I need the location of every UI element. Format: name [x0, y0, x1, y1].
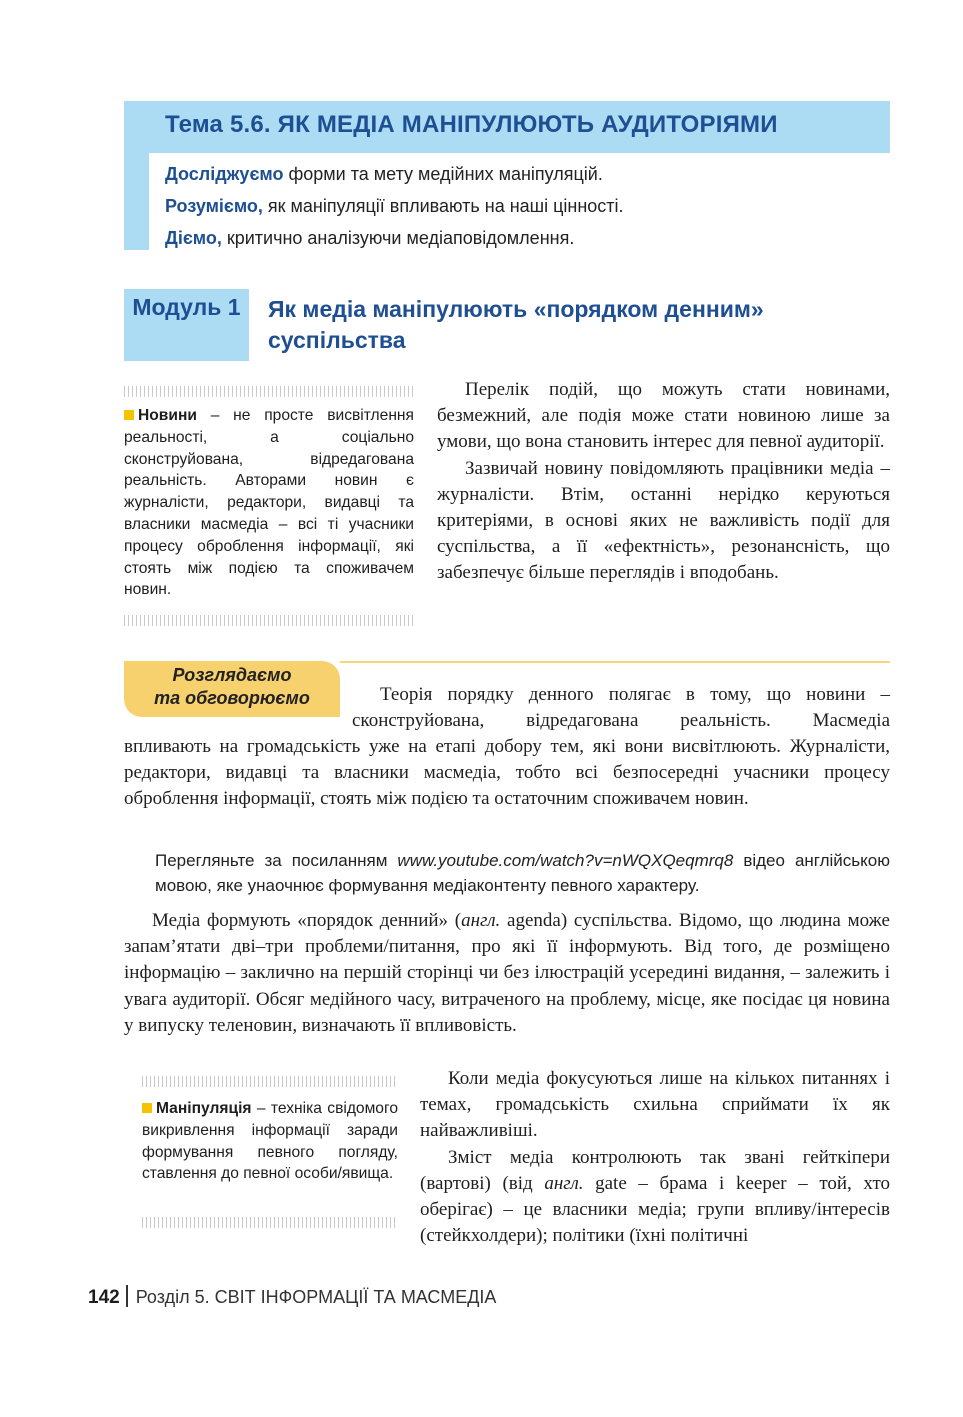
hatch-divider	[124, 386, 414, 397]
paragraph: Коли медіа фокусуються лише на кількох питаннях і темах, громадськість схильна сприймати їх як найважливіші.	[420, 1068, 890, 1142]
bullet-square-icon	[124, 410, 134, 420]
sidebar-news: Новини – не просте висвітлення реальності, а соціально сконструйована, відредагована реальність. Авторами новин є журналісти, редактори, видавці та власники масмедіа – всі ті учасники процесу оброблення інформації, які стоять між подією та споживачем новин.	[124, 407, 414, 599]
topic-side-bar	[124, 153, 149, 250]
body-text-bottom	[420, 1066, 890, 1249]
goal-item: Діємо, критично аналізуючи медіаповідомлення.	[165, 228, 575, 248]
discuss-label: Розглядаємо та обговорюємо	[154, 665, 310, 708]
paragraph: Перелік подій, що можуть стати новинами, безмежний, але подія може стати новиною лише за умови, що вона становить інтерес для певної аудиторії.	[437, 379, 890, 453]
discuss-text: впливають на громадськість уже на етапі добору тем, які вони висвітлюють. Журналісти, редактори, видавці та власники масмедіа, тобто всі безпосередні учасники процесу оброблення інформації, стоять між подією та остаточним споживачем новин.	[124, 736, 890, 810]
hatch-divider	[142, 1217, 398, 1228]
hatch-divider	[142, 1076, 398, 1087]
sidebar-manipulation: Маніпуляція – техніка свідомого викривлення інформації заради формування певного погляду, ставлення до певної особи/явища.	[142, 1100, 398, 1183]
page-number: 142	[88, 1287, 120, 1308]
discuss-first-line: Теорія порядку денного полягає в тому, що новини –	[380, 684, 890, 705]
footer-divider	[126, 1285, 128, 1307]
hatch-divider	[124, 615, 414, 626]
goal-item: Досліджуємо форми та мету медійних маніпуляцій.	[165, 164, 603, 184]
discuss-second-line: сконструйована, відредагована реальність. Масмедіа	[352, 710, 890, 731]
video-link[interactable]: www.youtube.com/watch?v=nWQXQeqmrq8	[397, 851, 734, 870]
paragraph: Зазвичай новину повідомляють працівники медіа – журналісти. Втім, останні нерідко керуються критеріями, в основі яких не важливість події для суспільства, а її «ефектність», резонансність, що забезпечує більше переглядів і вподобань.	[437, 457, 890, 584]
page-footer	[88, 1285, 496, 1309]
agenda-paragraph: Медіа формують «порядок денний» (англ. agenda) суспільства. Відомо, що людина може запам’ятати дві–три проблеми/питання, про які її інформують. Від того, де розміщено інформацію – заклично на першій сторінці чи без ілюстрацій усередині видання, – залежить і увага аудиторії. Обсяг медійного часу, витраченого на проблему, місце, яке посідає ця новина у випуску теленовин, визначають її впливовість.	[124, 910, 890, 1036]
video-link-note: Перегляньте за посиланням www.youtube.com/watch?v=nWQXQeqmrq8 відео англійською мовою, яке унаочнює формування медіаконтенту певного характеру.	[155, 851, 890, 895]
module-title: Як медіа маніпулюють «порядком денним» суспільства	[268, 296, 764, 353]
bullet-square-icon	[142, 1103, 152, 1113]
section-title: Розділ 5. СВІТ ІНФОРМАЦІЇ ТА МАСМЕДІА	[135, 1287, 497, 1307]
module-label: Модуль 1	[132, 294, 241, 320]
body-text-top	[437, 377, 890, 587]
topic-title: Тема 5.6. ЯК МЕДІА МАНІПУЛЮЮТЬ АУДИТОРІЯМИ	[165, 111, 778, 138]
discuss-divider	[340, 661, 890, 663]
goal-item: Розуміємо, як маніпуляції впливають на наші цінності.	[165, 196, 624, 216]
paragraph: Зміст медіа контролюють так звані гейткіпери (вартові) (від англ. gate – брама і keeper – той, хто оберігає) – це власники медіа; групи впливу/інтересів (стейкхолдери); політики (їхні політичні	[420, 1146, 890, 1247]
